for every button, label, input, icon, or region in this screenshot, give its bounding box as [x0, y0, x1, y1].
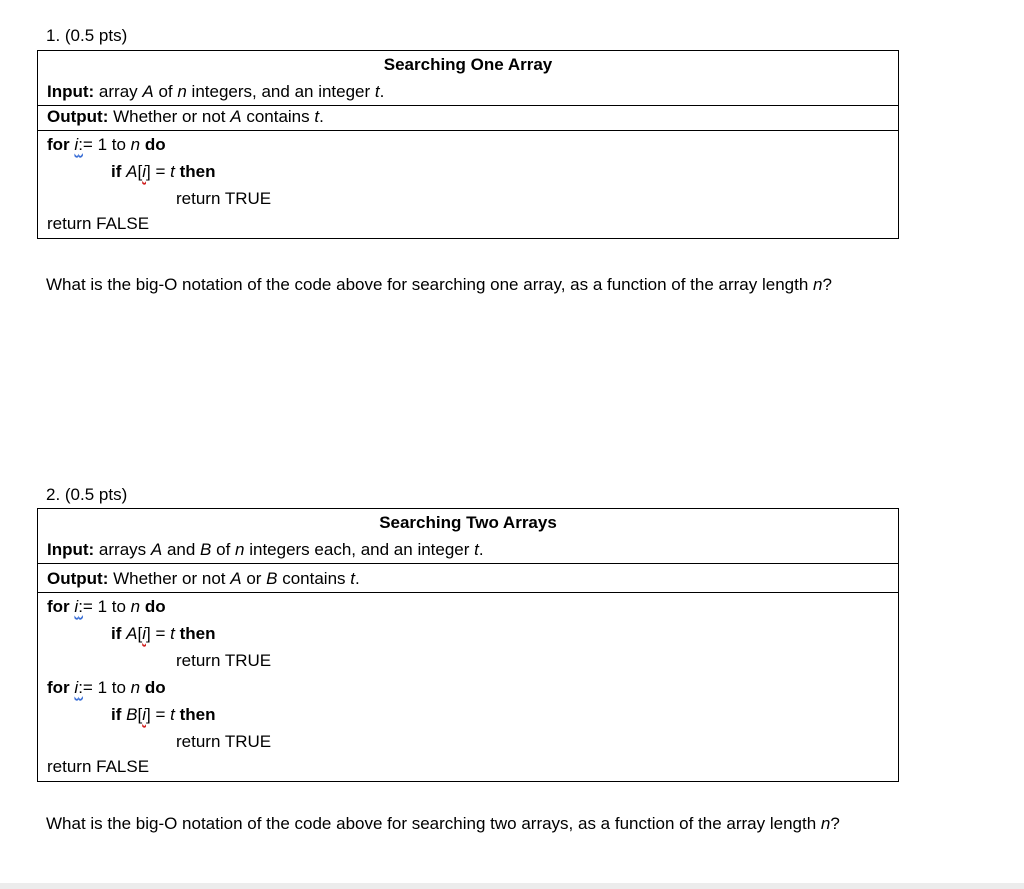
- question-1-text: [46, 271, 906, 299]
- var-b: B: [200, 540, 212, 559]
- var-n: n: [813, 275, 823, 294]
- var-n: n: [130, 135, 141, 154]
- output-label: Output:: [47, 569, 109, 588]
- algorithm-title-2: Searching Two Arrays: [379, 513, 557, 532]
- text: contains: [277, 569, 351, 588]
- var-a: A: [126, 162, 138, 181]
- text: [: [137, 705, 143, 724]
- var-a: A: [150, 540, 163, 559]
- output-line-1: [38, 103, 898, 130]
- text: :: [78, 597, 83, 616]
- algorithm-code-2: [38, 593, 898, 781]
- input-label: Input:: [47, 540, 95, 559]
- text: =: [150, 705, 171, 724]
- input-line-1: [38, 78, 898, 105]
- algorithm-box-2: [37, 508, 899, 782]
- code-return-true-1: return TRUE: [176, 651, 272, 670]
- var-a: A: [126, 624, 138, 643]
- text: Whether or not: [108, 107, 231, 126]
- question-1-number: 1. (0.5 pts): [46, 26, 128, 45]
- algorithm-output-1: [38, 103, 898, 131]
- var-t: t: [170, 624, 175, 643]
- text: of: [153, 82, 178, 101]
- keyword-if: if: [111, 705, 122, 724]
- text: = 1 to: [82, 678, 131, 697]
- text: .: [319, 107, 324, 126]
- keyword-for: for: [47, 135, 70, 154]
- var-t: t: [350, 569, 355, 588]
- algorithm-box-1: [37, 50, 899, 239]
- var-i: i: [142, 162, 146, 181]
- text: array: [94, 82, 143, 101]
- keyword-do: do: [144, 678, 166, 697]
- var-a: A: [142, 82, 154, 101]
- code-return-false: return FALSE: [47, 214, 150, 233]
- text: arrays: [94, 540, 151, 559]
- question-text: What is the big-O notation of the code above for searching one array, as a function of the array length: [46, 275, 814, 294]
- var-t: t: [170, 162, 175, 181]
- text: ]: [145, 705, 151, 724]
- keyword-for: for: [47, 678, 70, 697]
- text: .: [355, 569, 360, 588]
- var-t: t: [474, 540, 479, 559]
- code-if-line-2: [38, 701, 898, 728]
- text: contains: [241, 107, 315, 126]
- code-if-line: [38, 158, 898, 185]
- code-for-line: [38, 131, 898, 158]
- text: ]: [145, 162, 151, 181]
- algorithm-header-2: [38, 509, 898, 564]
- var-n: n: [177, 82, 187, 101]
- text: [: [137, 624, 143, 643]
- text: :: [78, 678, 83, 697]
- text: and: [162, 540, 201, 559]
- var-i: i: [74, 135, 79, 154]
- question-2-text: [46, 810, 906, 838]
- text: integers each, and an integer: [244, 540, 475, 559]
- var-i: i: [142, 624, 146, 643]
- text: of: [211, 540, 236, 559]
- code-return-false: return FALSE: [47, 757, 150, 776]
- algorithm-code-1: [38, 131, 898, 238]
- text: or: [241, 569, 267, 588]
- text: =: [150, 624, 171, 643]
- var-n: n: [820, 814, 831, 833]
- code-for-line-1: [38, 593, 898, 620]
- var-n: n: [130, 678, 141, 697]
- var-a: A: [230, 569, 242, 588]
- input-label: Input:: [47, 82, 95, 101]
- text: .: [379, 82, 385, 101]
- code-return-true: return TRUE: [176, 189, 272, 208]
- input-line-2: [38, 536, 898, 563]
- algorithm-title-1: Searching One Array: [383, 55, 553, 74]
- var-b: B: [266, 569, 278, 588]
- keyword-then: then: [179, 705, 216, 724]
- keyword-then: then: [179, 624, 216, 643]
- var-i: i: [74, 678, 79, 697]
- var-a: A: [230, 107, 242, 126]
- var-t: t: [374, 82, 380, 101]
- question-2-number: 2. (0.5 pts): [46, 485, 128, 504]
- code-if-line-1: [38, 620, 898, 647]
- keyword-then: then: [179, 162, 216, 181]
- var-i: i: [74, 597, 79, 616]
- keyword-do: do: [144, 597, 166, 616]
- text: :: [78, 135, 83, 154]
- text: integers, and an integer: [186, 82, 375, 101]
- output-line-2: [38, 565, 898, 592]
- code-return-true-2: return TRUE: [176, 732, 272, 751]
- keyword-do: do: [144, 135, 166, 154]
- text: [: [137, 162, 143, 181]
- page-bottom-edge: [0, 883, 1024, 889]
- algorithm-header-1: [38, 51, 898, 106]
- text: .: [478, 540, 484, 559]
- keyword-if: if: [111, 624, 122, 643]
- var-n: n: [235, 540, 245, 559]
- output-label: Output:: [47, 107, 109, 126]
- question-text: What is the big-O notation of the code above for searching two arrays, as a function of the array length: [46, 814, 821, 833]
- var-b: B: [126, 705, 138, 724]
- keyword-if: if: [111, 162, 122, 181]
- text: Whether or not: [108, 569, 231, 588]
- algorithm-output-2: [38, 565, 898, 593]
- text: = 1 to: [82, 135, 131, 154]
- keyword-for: for: [47, 597, 70, 616]
- text: = 1 to: [82, 597, 131, 616]
- text: ]: [145, 624, 151, 643]
- var-t: t: [314, 107, 320, 126]
- text: ?: [830, 814, 840, 833]
- var-t: t: [170, 705, 175, 724]
- var-i: i: [142, 705, 146, 724]
- text: ?: [822, 275, 832, 294]
- var-n: n: [130, 597, 141, 616]
- code-for-line-2: [38, 674, 898, 701]
- text: =: [150, 162, 171, 181]
